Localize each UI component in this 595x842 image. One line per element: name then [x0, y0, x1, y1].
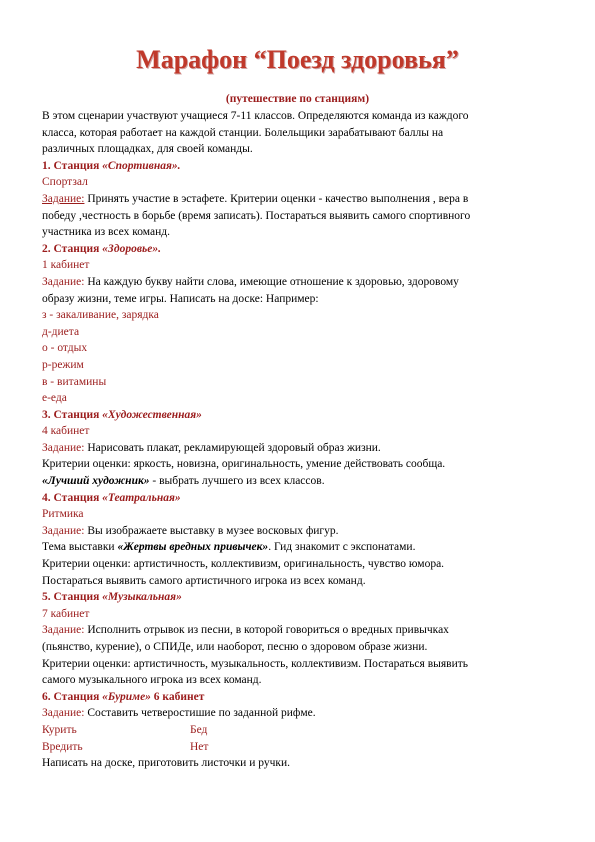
letter-item: р-режим	[42, 358, 84, 371]
task-label: Задание:	[42, 624, 85, 637]
station-5-task: Задание: Исполнить отрывок из песни, в которой говориться о вредных привычках	[42, 624, 449, 637]
station-1-task-cont: участника из всех команд.	[42, 226, 170, 239]
letter-item: о - отдых	[42, 342, 88, 355]
station-6-task: Задание: Составить четверостишие по заданной рифме.	[42, 707, 316, 720]
station-4-theme: Тема выставки «Жертвы вредных привычек». Гид знакомит с экспонатами.	[42, 541, 416, 554]
station-5-task-cont: (пьянство, курение), о СПИДе, или наоборот, песню о здоровом образе жизни.	[42, 641, 428, 653]
station-5-heading: 5. Станция «Музыкальная»	[42, 591, 182, 604]
task-label: Задание:	[42, 441, 85, 454]
document-body	[42, 108, 554, 772]
station-4-last: Постараться выявить самого артистичного игрока из всех команд.	[42, 574, 366, 587]
station-4-place: Ритмика	[42, 508, 84, 521]
station-5-task-cont: Критерии оценки: артистичность, музыкальность, коллективизм. Постараться выявить	[42, 657, 468, 670]
station-4-heading: 4. Станция «Театральная»	[42, 491, 181, 504]
task-label: Задание:	[42, 275, 85, 288]
station-2-place: 1 кабинет	[42, 259, 90, 272]
station-2-task-cont: образу жизни, теме игры. Написать на доске: Например:	[42, 292, 319, 305]
station-3-place: 4 кабинет	[42, 425, 90, 438]
station-2-heading: 2. Станция «Здоровье».	[42, 242, 162, 255]
intro-line: класса, которая работает на каждой станции. Болельщики зарабатывают баллы на	[42, 126, 444, 139]
station-6-heading: 6. Станция «Буриме» 6 кабинет	[42, 690, 205, 703]
station-3-criteria: Критерии оценки: яркость, новизна, оригинальность, умение действовать сообща.	[42, 458, 446, 471]
intro-line: В этом сценарии участвуют учащиеся 7-11 классов. Определяются команда из каждого	[42, 110, 469, 122]
station-4-task: Задание: Вы изображаете выставку в музее восковых фигур.	[42, 524, 339, 537]
station-3-heading: 3. Станция «Художественная»	[42, 408, 202, 421]
station-3-award: «Лучший художник» - выбрать лучшего из всех классов.	[42, 475, 325, 488]
station-4-criteria: Критерии оценки: артистичность, коллективизм, оригинальность, чувство юмора.	[42, 558, 445, 571]
page-title: Марафон “Поезд здоровья”	[136, 45, 459, 74]
rhyme-row: Вредить Нет	[42, 740, 209, 753]
task-label: Задание:	[42, 192, 85, 205]
station-5-task-cont: самого музыкального игрока из всех команд.	[42, 674, 262, 687]
letter-item: д-диета	[42, 325, 80, 338]
task-label: Задание:	[42, 524, 85, 537]
station-1-task-cont: победу ,честность в борьбе (время записать). Постараться выявить самого спортивного	[42, 209, 471, 222]
task-label: Задание:	[42, 707, 85, 720]
letter-item: в - витамины	[42, 375, 107, 388]
station-5-place: 7 кабинет	[42, 607, 90, 620]
intro-line: различных площадках, для своей команды.	[42, 143, 253, 156]
page-subtitle: (путешествие по станциям)	[225, 93, 370, 105]
letter-item: з - закаливание, зарядка	[42, 309, 159, 322]
station-3-task: Задание: Нарисовать плакат, рекламирующей здоровый образ жизни.	[42, 441, 381, 454]
station-1-place: Спортзал	[42, 176, 88, 189]
station-1-heading: 1. Станция «Спортивная».	[42, 159, 181, 172]
station-1-task: Задание: Принять участие в эстафете. Критерии оценки - качество выполнения , вера в	[42, 192, 469, 205]
station-2-task: Задание: На каждую букву найти слова, имеющие отношение к здоровью, здоровому	[42, 275, 459, 288]
station-6-last: Написать на доске, приготовить листочки и ручки.	[42, 757, 290, 770]
rhyme-row: Курить Бед	[42, 723, 208, 736]
letter-item: е-еда	[42, 392, 67, 405]
